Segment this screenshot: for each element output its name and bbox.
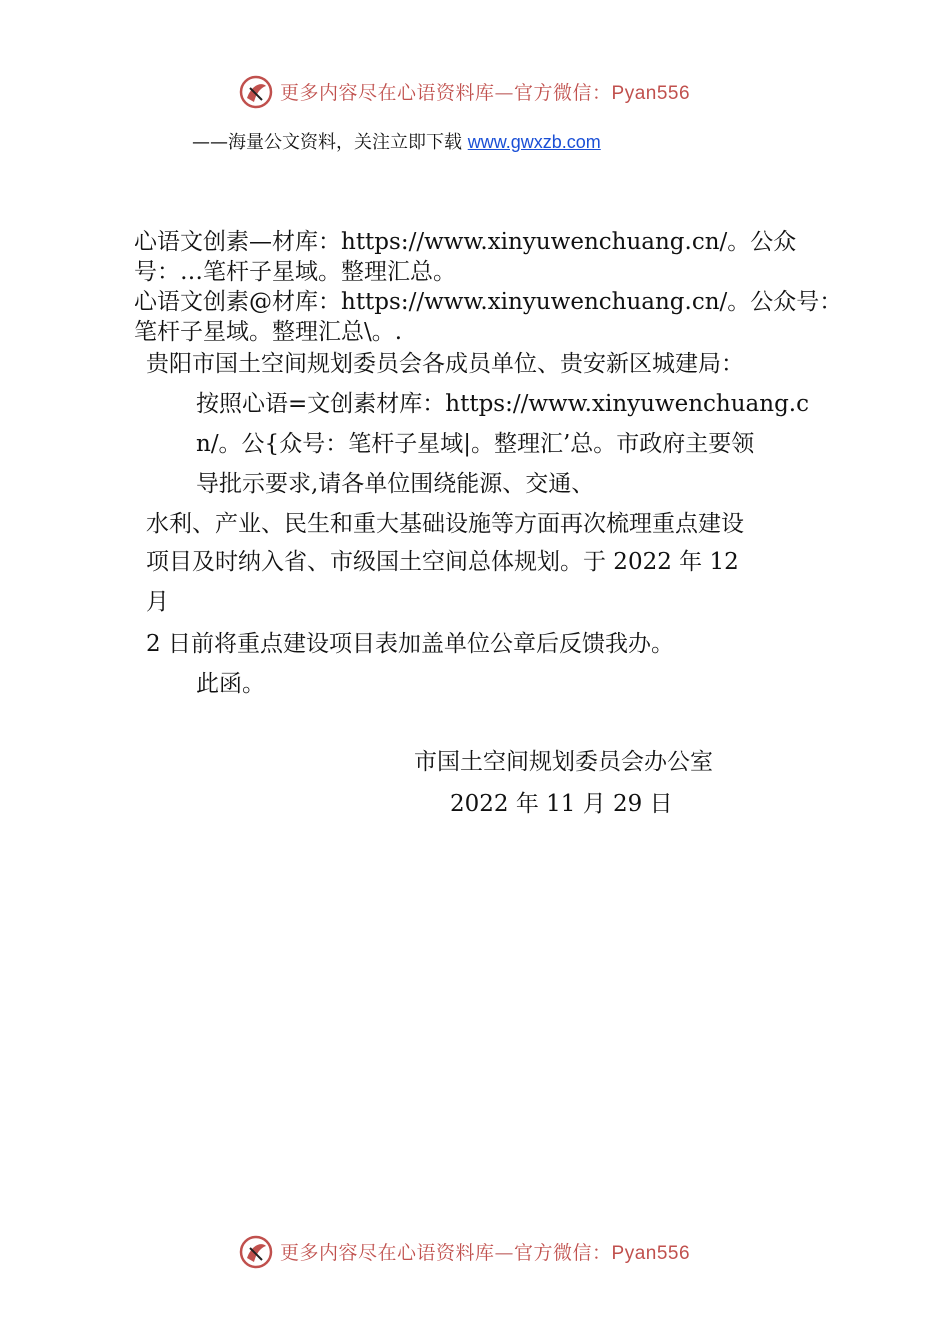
date: 2022 年 11 月 29 日 — [450, 791, 673, 817]
brand-logo-icon — [238, 74, 274, 110]
subline — [192, 128, 601, 154]
body-line-2: n/。公{众号：笔杆子星域|。整理汇’总。市政府主要领 — [196, 431, 755, 457]
watermark-line-3: 心语文创素@材库：https://www.xinyuwenchuang.cn/。公众号： — [134, 289, 843, 315]
body-line-1: 按照心语=文创素材库：https://www.xinyuwenchuang.c — [196, 391, 809, 417]
signature: 市国土空间规划委员会办公室 — [414, 749, 713, 775]
body-line-4: 水利、产业、民生和重大基础设施等方面再次梳理重点建设 — [146, 511, 744, 537]
banner-wechat-id: Pyan556 — [611, 1243, 691, 1264]
banner-dash: — — [494, 82, 515, 104]
body-line-5: 项目及时纳入省、市级国土空间总体规划。于 2022 年 12 — [146, 549, 739, 575]
body-line-6: 月 — [146, 589, 169, 615]
watermark-line-1: 心语文创素—材库：https://www.xinyuwenchuang.cn/。公众 — [134, 229, 797, 255]
banner-text: 更多内容尽在心语资料库 — [280, 1242, 495, 1264]
download-link[interactable]: www.gwxzb.com — [467, 132, 601, 152]
watermark-line-4: 笔杆子星域。整理汇总\。. — [134, 319, 403, 345]
subline-text: ——海量公文资料，关注立即下载 — [192, 132, 468, 153]
banner-label: 官方微信： — [514, 82, 612, 104]
footer-banner — [0, 1232, 950, 1272]
banner-label: 官方微信： — [514, 1242, 612, 1264]
banner-text: 更多内容尽在心语资料库 — [280, 82, 495, 104]
brand-logo-icon — [238, 1234, 274, 1270]
closing: 此函。 — [196, 671, 265, 697]
banner-wechat-id: Pyan556 — [611, 83, 691, 104]
watermark-line-2: 号：…笔杆子星域。整理汇总。 — [134, 259, 456, 285]
banner-dash: — — [494, 1242, 515, 1264]
body-line-3: 导批示要求,请各单位围绕能源、交通、 — [196, 471, 595, 497]
body-line-7: 2 日前将重点建设项目表加盖单位公章后反馈我办。 — [146, 631, 674, 657]
salutation: 贵阳市国土空间规划委员会各成员单位、贵安新区城建局： — [146, 351, 744, 377]
header-banner — [0, 72, 950, 112]
